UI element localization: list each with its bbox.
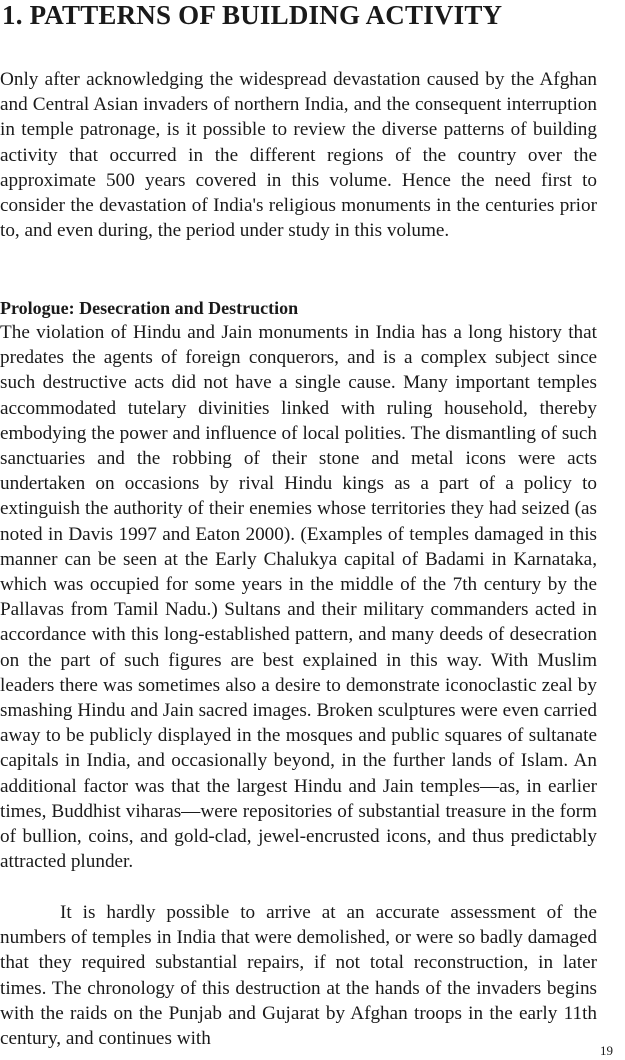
chapter-title: 1. PATTERNS OF BUILDING ACTIVITY (2, 0, 503, 30)
section-heading: Prologue: Desecration and Destruction (0, 298, 299, 318)
intro-paragraph: Only after acknowledging the widespread devastation caused by the Afghan and Central Asian invaders of northern India, and the consequent interruption in temple patronage, is it possible to review the diverse patterns of building activity that occurred in the different regions of the country over the approximate 500 years covered in this volume. Hence the need first to consider the devastation of India's religious monuments in the centuries prior to, and even during, the period under study in this volume. (0, 69, 597, 242)
body-paragraph: The violation of Hindu and Jain monuments in India has a long history that predates the agents of foreign conquerors, and is a complex subject since such destructive acts did not have a single cause. Many important temples accommodated tutelary divinities linked with ruling household, thereby embodying the power and influence of local polities. The dismantling of such sanctuaries and the robbing of their stone and metal icons were acts undertaken on occasions by rival Hindu kings as a part of a policy to extinguish the authority of their enemies whose territories they had seized (as noted in Davis 1997 and Eaton 2000). (Examples of temples damaged in this manner can be seen at the Early Chalukya capital of Badami in Karnataka, which was occupied for some years in the middle of the 7th century by the Pallavas from Tamil Nadu.) Sultans and their military commanders acted in accordance with this long-established pattern, and many deeds of desecration on the part of such figures are best explained in this way. With Muslim leaders there was sometimes also a desire to demonstrate iconoclastic zeal by smashing Hindu and Jain sacred images. Broken sculptures were even carried away to be publicly displayed in the mosques and public squares of sultanate capitals in India, and occasionally beyond, in the further lands of Islam. An additional factor was that the largest Hindu and Jain temples—as, in earlier times, Buddhist viharas—were repositories of substantial treasure in the form of bullion, coins, and gold-clad, jewel-encrusted icons, and thus predictably attracted plunder. (0, 322, 597, 873)
page-number: 19 (600, 1043, 613, 1058)
body-paragraph: It is hardly possible to arrive at an accurate assessment of the numbers of temples in India that were demolished, or were so badly damaged that they required substantial repairs, if not total reconstruction, in later times. The chronology of this destruction at the hands of the invaders begins with the raids on the Punjab and Gujarat by Afghan troops in the early 11th century, and continues with (0, 902, 597, 1050)
